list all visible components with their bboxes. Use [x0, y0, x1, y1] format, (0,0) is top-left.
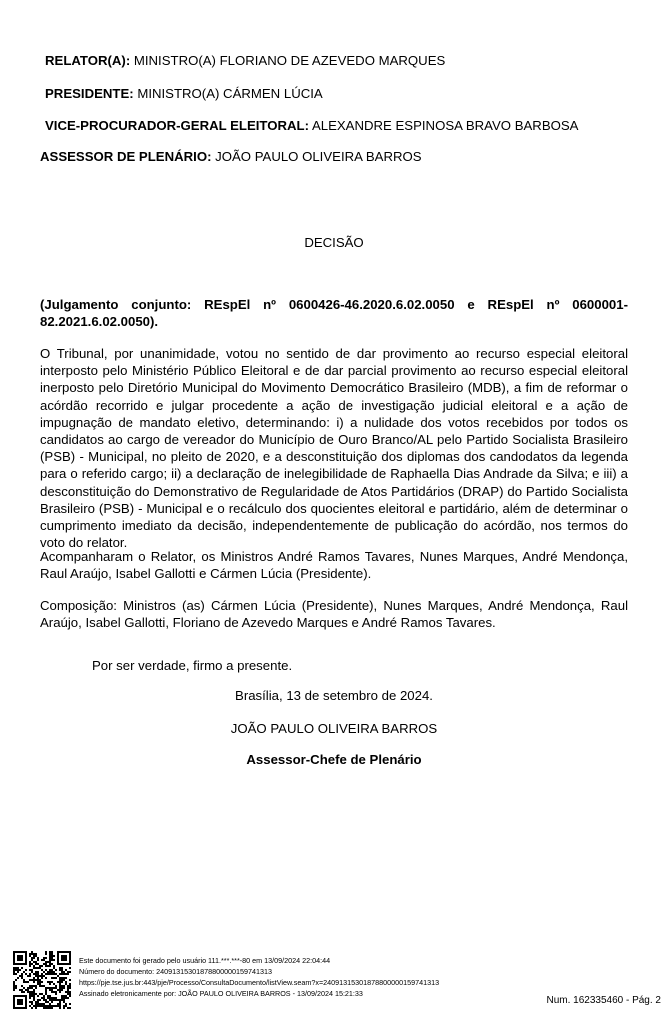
- decision-paragraph: O Tribunal, por unanimidade, votou no sentido de dar provimento ao recurso especial eleitoral interposto pelo Ministério Público Eleitoral e de dar parcial provimento ao recurso especial eleitoral inerposto pelo Diretório Municipal do Movimento Democrático Brasileiro (MDB), a fim de reformar o acórdão recorrido e julgar procedente a ação de investigação judicial eleitoral e a ação de impugnação de mandato eletivo, determinando: i) a nulidade dos votos recebidos por todos os candidatos ao cargo de vereador do Município de Ouro Branco/AL pelo Partido Socialista Brasileiro (PSB) - Municipal, no pleito de 2020, e a desconstituição dos diplomas dos candodatos da legenda para o referido cargo; ii) a declaração de inelegibilidade de Raphaella Dias Andrade da Silva; e iii) a desconstituição do Demonstrativo de Regularidade de Atos Partidários (DRAP) do Partido Socialista Brasileiro (PSB) - Municipal e o recálculo dos quocientes eleitoral e partidário, além de determinar o cumprimento imediato da decisão, independentemente de publicação do acórdão, nos termos do voto do relator.: [40, 346, 628, 551]
- presidente-label: PRESIDENTE:: [45, 86, 134, 101]
- footer-document-number: Número do documento: 24091315301878800000159741313: [79, 967, 273, 976]
- closing-date: Brasília, 13 de setembro de 2024.: [235, 688, 433, 703]
- signer-name: JOÃO PAULO OLIVEIRA BARROS: [230, 721, 438, 736]
- assessor-label: ASSESSOR DE PLENÁRIO:: [40, 149, 212, 164]
- assessor-value: JOÃO PAULO OLIVEIRA BARROS: [211, 149, 422, 164]
- relator-label: RELATOR(A):: [45, 53, 131, 68]
- vpge-value: ALEXANDRE ESPINOSA BRAVO BARBOSA: [309, 118, 579, 133]
- presidente-line: [45, 86, 323, 102]
- footer-generated-by: Este documento foi gerado pelo usuário 111.***.***-80 em 13/09/2024 22:04:44: [79, 956, 331, 965]
- footer-signature: Assinado eletronicamente por: JOÃO PAULO OLIVEIRA BARROS - 13/09/2024 15:21:33: [79, 989, 363, 998]
- presidente-value: MINISTRO(A) CÁRMEN LÚCIA: [133, 86, 323, 101]
- judgment-reference: (Julgamento conjunto: REspEl nº 0600426-46.2020.6.02.0050 e REspEl nº 0600001-82.2021.6.02.0050).: [40, 297, 628, 330]
- closing-statement: Por ser verdade, firmo a presente.: [92, 658, 293, 673]
- footer-document-link[interactable]: https://pje.tse.jus.br:443/pje/Processo/ConsultaDocumento/listView.seam?x=24091315301878800000159741313: [79, 978, 440, 987]
- vpge-line: [45, 118, 578, 134]
- relator-line: [45, 53, 445, 69]
- vpge-label: VICE-PROCURADOR-GERAL ELEITORAL:: [45, 118, 310, 133]
- page-number: Num. 162335460 - Pág. 2: [546, 995, 661, 1006]
- composition-paragraph: Composição: Ministros (as) Cármen Lúcia (Presidente), Nunes Marques, André Mendonça, Raul Araújo, Isabel Gallotti, Floriano de Azevedo Marques e André Ramos Tavares.: [40, 598, 628, 631]
- assessor-line: [40, 149, 422, 165]
- decision-title: DECISÃO: [304, 235, 364, 250]
- signer-role: Assessor-Chefe de Plenário: [246, 752, 422, 767]
- qr-code-icon: [13, 951, 71, 1009]
- relator-value: MINISTRO(A) FLORIANO DE AZEVEDO MARQUES: [130, 53, 446, 68]
- accompanied-paragraph: Acompanharam o Relator, os Ministros André Ramos Tavares, Nunes Marques, André Mendonça, Raul Araújo, Isabel Gallotti e Cármen Lúcia (Presidente).: [40, 549, 628, 582]
